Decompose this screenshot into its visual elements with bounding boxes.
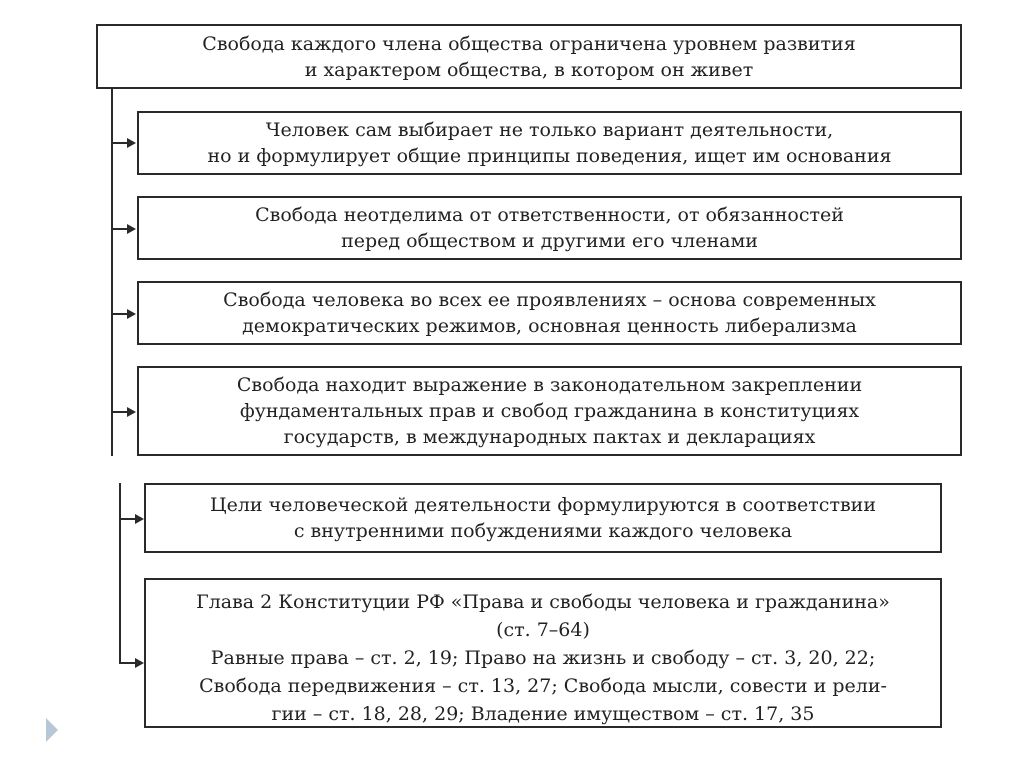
box-6-line-5: гии – ст. 18, 28, 29; Владение имуществом – ст. 17, 35 bbox=[271, 703, 815, 725]
connector-branch-1-2 bbox=[111, 228, 127, 230]
arrow-head-2-1 bbox=[135, 514, 144, 524]
arrow-head-2-2 bbox=[135, 658, 144, 668]
box-5-line-2: с внутренними побуждениями каждого человека bbox=[293, 520, 793, 542]
connector-branch-1-1 bbox=[111, 142, 127, 144]
box-freedom-responsibility bbox=[137, 196, 962, 260]
box-choice-of-activity bbox=[137, 111, 962, 175]
connector-branch-2-2 bbox=[119, 662, 135, 664]
connector-vertical-1 bbox=[111, 89, 113, 456]
box-goals-of-activity bbox=[144, 483, 942, 553]
box-2-line-2: перед обществом и другими его членами bbox=[341, 230, 758, 252]
box-1-line-2: но и формулирует общие принципы поведения, ищет им основания bbox=[207, 145, 892, 167]
box-1-line-1: Человек сам выбирает не только вариант деятельности, bbox=[265, 119, 834, 141]
box-freedom-democracy bbox=[137, 281, 962, 345]
box-6-line-3: Равные права – ст. 2, 19; Право на жизнь и свободу – ст. 3, 20, 22; bbox=[210, 647, 876, 669]
top-box-line-1: Свобода каждого члена общества ограничена уровнем развития bbox=[202, 32, 856, 55]
box-3-line-2: демократических режимов, основная ценность либерализма bbox=[242, 315, 857, 337]
arrow-head-1-3 bbox=[127, 309, 136, 319]
arrow-head-1-4 bbox=[127, 407, 136, 417]
connector-branch-1-3 bbox=[111, 313, 127, 315]
box-5-line-1: Цели человеческой деятельности формулируются в соответствии bbox=[210, 494, 876, 516]
arrow-head-1-2 bbox=[127, 224, 136, 234]
box-6-line-1: Глава 2 Конституции РФ «Права и свободы человека и гражданина» bbox=[196, 591, 890, 613]
box-2-line-1: Свобода неотделима от ответственности, от обязанностей bbox=[255, 204, 844, 226]
box-3-line-1: Свобода человека во всех ее проявлениях – основа современных bbox=[223, 289, 876, 311]
top-box bbox=[96, 24, 962, 89]
connector-branch-2-1 bbox=[119, 518, 135, 520]
box-freedom-legislation bbox=[137, 366, 962, 456]
connector-branch-1-4 bbox=[111, 411, 127, 413]
top-box-line-2: и характером общества, в котором он живет bbox=[304, 58, 754, 81]
connector-vertical-2 bbox=[119, 483, 121, 664]
box-4-line-1: Свобода находит выражение в законодательном закреплении bbox=[236, 374, 863, 396]
arrow-head-1-1 bbox=[127, 138, 136, 148]
box-4-line-2: фундаментальных прав и свобод гражданина в конституциях bbox=[239, 400, 860, 422]
box-6-line-4: Свобода передвижения – ст. 13, 27; Свобода мысли, совести и рели- bbox=[199, 675, 887, 697]
play-triangle-icon[interactable] bbox=[46, 718, 58, 742]
box-6-line-2: (ст. 7–64) bbox=[496, 619, 590, 641]
box-4-line-3: государств, в международных пактах и декларациях bbox=[283, 426, 816, 448]
box-constitution-chapter-2 bbox=[144, 578, 942, 728]
